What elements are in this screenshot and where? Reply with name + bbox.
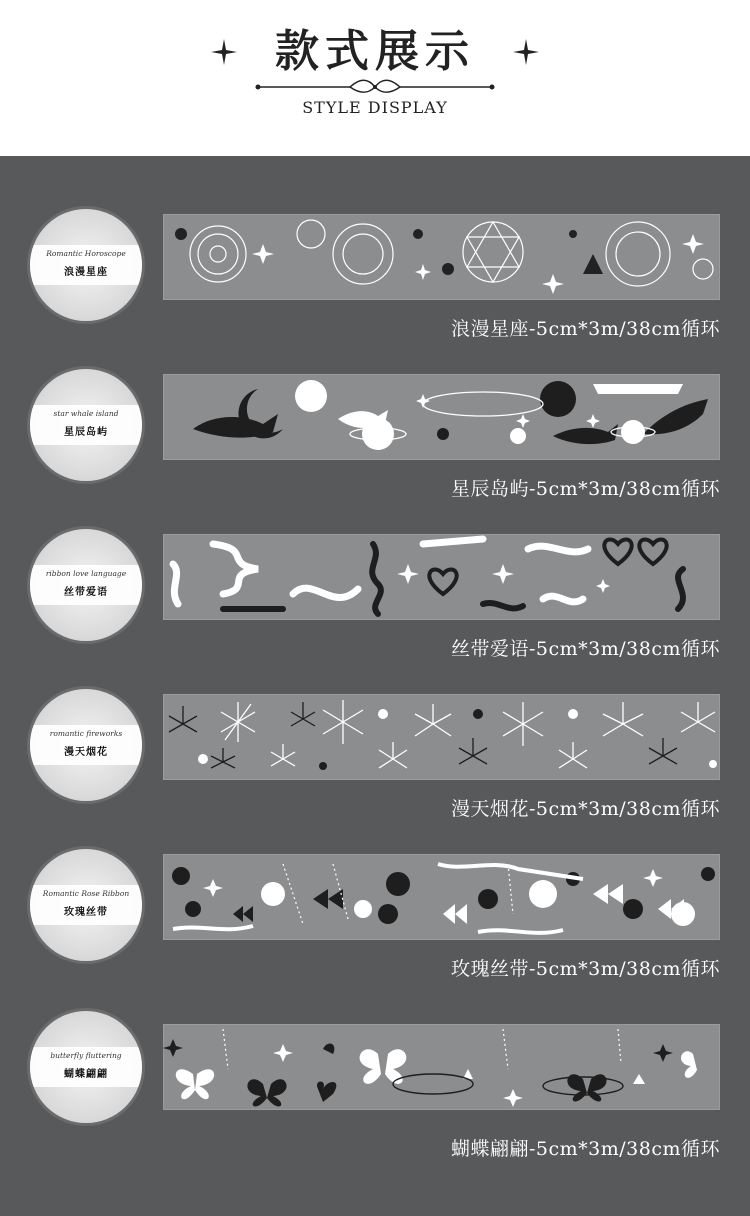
- roll-english-label: Romantic Rose Ribbon: [42, 889, 130, 898]
- zodiac-pattern-image: [163, 214, 720, 300]
- roll-chinese-label: 蝴蝶翩翩: [64, 1069, 108, 1080]
- style-display-panel: [0, 156, 750, 1216]
- tape-pattern-strip: [163, 534, 720, 620]
- tape-pattern-strip: [163, 694, 720, 780]
- ribbon-pattern-image: [163, 534, 720, 620]
- tape-pattern-strip: [163, 854, 720, 940]
- tape-roll-image: [27, 366, 145, 484]
- header: [0, 0, 750, 156]
- page-title: 款式展示: [275, 26, 475, 77]
- page-subtitle: STYLE DISPLAY: [302, 98, 448, 117]
- roll-chinese-label: 玫瑰丝带: [64, 907, 108, 918]
- roll-chinese-label: 星辰岛屿: [64, 427, 108, 438]
- roll-chinese-label: 丝带爱语: [64, 587, 108, 598]
- product-caption: 漫天烟花-5cm*3m/38cm循环: [450, 798, 720, 820]
- roll-english-label: Romantic Horoscope: [46, 249, 126, 258]
- tape-roll-image: [27, 686, 145, 804]
- product-item: [0, 526, 750, 688]
- fireworks-pattern-image: [163, 694, 720, 780]
- product-caption: 玫瑰丝带-5cm*3m/38cm循环: [450, 958, 720, 980]
- product-item: [0, 846, 750, 1008]
- rose-ribbon-pattern-image: [163, 854, 720, 940]
- sparkle-icon-right: [513, 39, 539, 65]
- product-item: [0, 206, 750, 368]
- title-row: [0, 22, 750, 82]
- roll-english-label: romantic fireworks: [49, 729, 123, 738]
- product-caption: 蝴蝶翩翩-5cm*3m/38cm循环: [450, 1138, 720, 1160]
- product-item: [0, 686, 750, 848]
- tape-roll-image: [27, 526, 145, 644]
- tape-pattern-strip: [163, 1024, 720, 1110]
- roll-english-label: butterfly fluttering: [50, 1051, 122, 1060]
- product-item: [0, 1008, 750, 1170]
- roll-english-label: star whale island: [53, 409, 119, 418]
- tape-pattern-strip: [163, 214, 720, 300]
- ornament-divider: [250, 78, 500, 94]
- tape-roll-image: [27, 1008, 145, 1126]
- tape-roll-image: [27, 206, 145, 324]
- butterfly-pattern-image: [163, 1024, 720, 1110]
- product-caption: 星辰岛屿-5cm*3m/38cm循环: [450, 478, 720, 500]
- tape-pattern-strip: [163, 374, 720, 460]
- sparkle-icon-left: [211, 39, 237, 65]
- whale-planet-pattern-image: [163, 374, 720, 460]
- roll-english-label: ribbon love language: [45, 569, 127, 578]
- tape-roll-image: [27, 846, 145, 964]
- product-item: [0, 366, 750, 528]
- product-caption: 浪漫星座-5cm*3m/38cm循环: [450, 318, 720, 340]
- product-caption: 丝带爱语-5cm*3m/38cm循环: [450, 638, 720, 660]
- roll-chinese-label: 浪漫星座: [64, 267, 108, 278]
- roll-chinese-label: 漫天烟花: [64, 747, 108, 758]
